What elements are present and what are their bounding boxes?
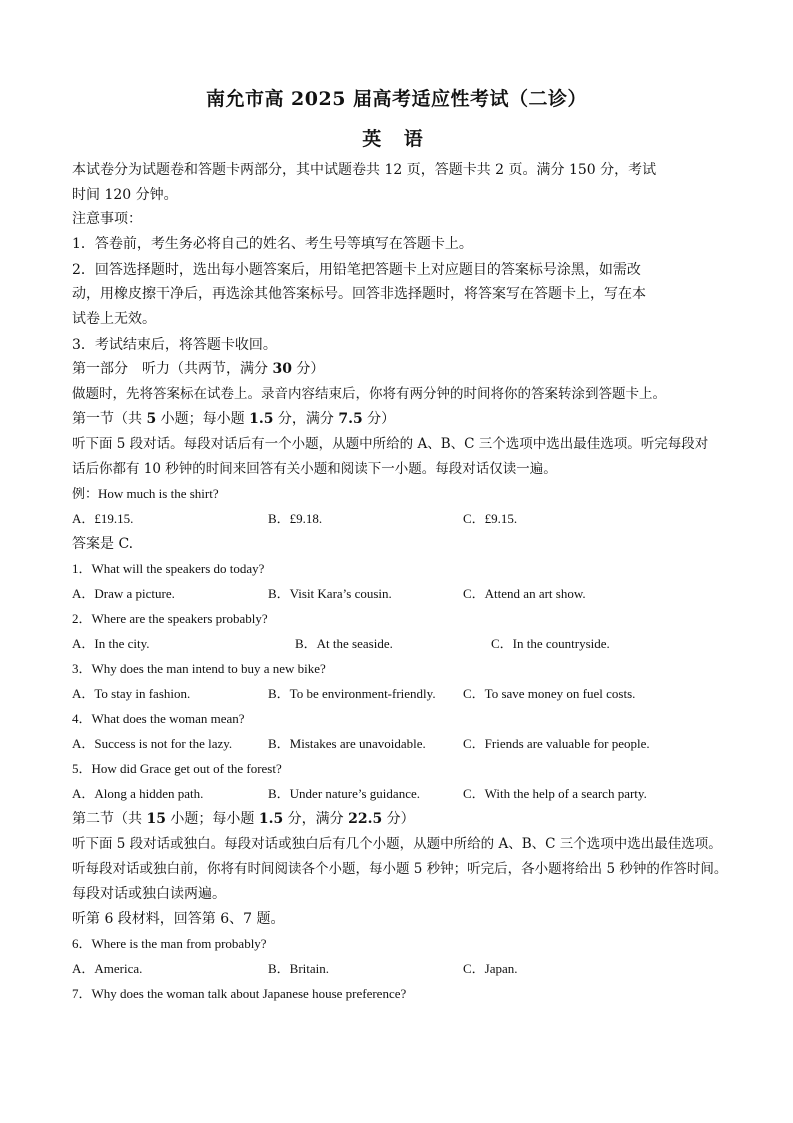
material-6-heading: 听第 6 段材料，回答第 6、7 题。	[72, 911, 285, 927]
notice-1: 1．答卷前，考生务必将自己的姓名、考生号等填写在答题卡上。	[72, 236, 473, 252]
intro-line-2: 时间 120 分钟。	[72, 187, 178, 203]
q1-option-c: C．Attend an art show.	[463, 586, 586, 601]
example-option-b: B．£9.18.	[268, 511, 323, 526]
question-2: 2．Where are the speakers probably?	[72, 611, 268, 626]
intro-line-1: 本试卷分为试题卷和答题卡两部分，其中试题卷共 12 页，答题卡共 2 页。满分 150 分，考试	[72, 162, 657, 178]
section2-heading: 第二节（共 15 小题；每小题 1.5 分，满分 22.5 分）	[72, 811, 415, 827]
q2-option-b: B．At the seaside.	[295, 636, 393, 651]
section1-heading: 第一节（共 5 小题；每小题 1.5 分，满分 7.5 分）	[72, 411, 396, 427]
q4-option-a: A．Success is not for the lazy.	[72, 736, 233, 751]
page-title: 南允市高 2025 届高考适应性考试（二诊）	[205, 88, 588, 110]
question-3: 3．Why does the man intend to buy a new bike?	[72, 661, 326, 676]
q2-option-a: A．In the city.	[72, 636, 150, 651]
example-answer: 答案是 C.	[72, 536, 134, 552]
q4-option-c: C．Friends are valuable for people.	[463, 736, 650, 751]
notice-2: 2．回答选择题时，选出每小题答案后，用铅笔把答题卡上对应题目的答案标号涂黑，如需改	[72, 262, 641, 278]
q3-option-a: A．To stay in fashion.	[72, 686, 191, 701]
question-1: 1．What will the speakers do today?	[72, 561, 265, 576]
section2-instruction-1: 听下面 5 段对话或独白。每段对话或独白后有几个小题，从题中所给的 A、B、C 三个选项中选出最佳选项。	[72, 836, 722, 852]
subject-title: 英 语	[362, 128, 431, 150]
example-option-c: C．£9.15.	[463, 511, 518, 526]
q5-option-b: B．Under nature’s guidance.	[268, 786, 420, 801]
section2-instruction-3: 每段对话或独白读两遍。	[72, 886, 226, 902]
question-7: 7．Why does the woman talk about Japanese house preference?	[72, 986, 407, 1001]
q2-option-c: C．In the countryside.	[491, 636, 610, 651]
example-question: 例：How much is the shirt?	[72, 486, 219, 501]
q4-option-b: B．Mistakes are unavoidable.	[268, 736, 426, 751]
notice-heading: 注意事项：	[72, 211, 142, 227]
q5-option-c: C．With the help of a search party.	[463, 786, 647, 801]
notice-3: 3．考试结束后，将答题卡收回。	[72, 337, 277, 353]
q3-option-b: B．To be environment-friendly.	[268, 686, 436, 701]
question-5: 5．How did Grace get out of the forest?	[72, 761, 282, 776]
example-option-a: A．£19.15.	[72, 511, 134, 526]
q6-option-b: B．Britain.	[268, 961, 330, 976]
q6-option-c: C．Japan.	[463, 961, 518, 976]
part1-heading: 第一部分 听力（共两节，满分 30 分）	[72, 361, 325, 377]
q1-option-b: B．Visit Kara’s cousin.	[268, 586, 392, 601]
q6-option-a: A．America.	[72, 961, 143, 976]
part1-instruction: 做题时，先将答案标在试卷上。录音内容结束后，你将有两分钟的时间将你的答案转涂到答题卡上。	[72, 386, 666, 402]
question-6: 6．Where is the man from probably?	[72, 936, 267, 951]
question-4: 4．What does the woman mean?	[72, 711, 245, 726]
q5-option-a: A．Along a hidden path.	[72, 786, 204, 801]
notice-2-end: 试卷上无效。	[72, 311, 156, 327]
notice-2-cont: 动，用橡皮擦干净后，再选涂其他答案标号。回答非选择题时，将答案写在答题卡上，写在本	[72, 286, 646, 302]
section1-instruction-1: 听下面 5 段对话。每段对话后有一个小题，从题中所给的 A、B、C 三个选项中选出最佳选项。听完每段对	[72, 436, 709, 452]
section1-instruction-2: 话后你都有 10 秒钟的时间来回答有关小题和阅读下一小题。每段对话仅读一遍。	[72, 461, 557, 477]
q1-option-a: A．Draw a picture.	[72, 586, 175, 601]
section2-instruction-2: 听每段对话或独白前，你将有时间阅读各个小题，每小题 5 秒钟；听完后，各小题将给出 5 秒钟的作答时间。	[72, 861, 728, 877]
q3-option-c: C．To save money on fuel costs.	[463, 686, 636, 701]
